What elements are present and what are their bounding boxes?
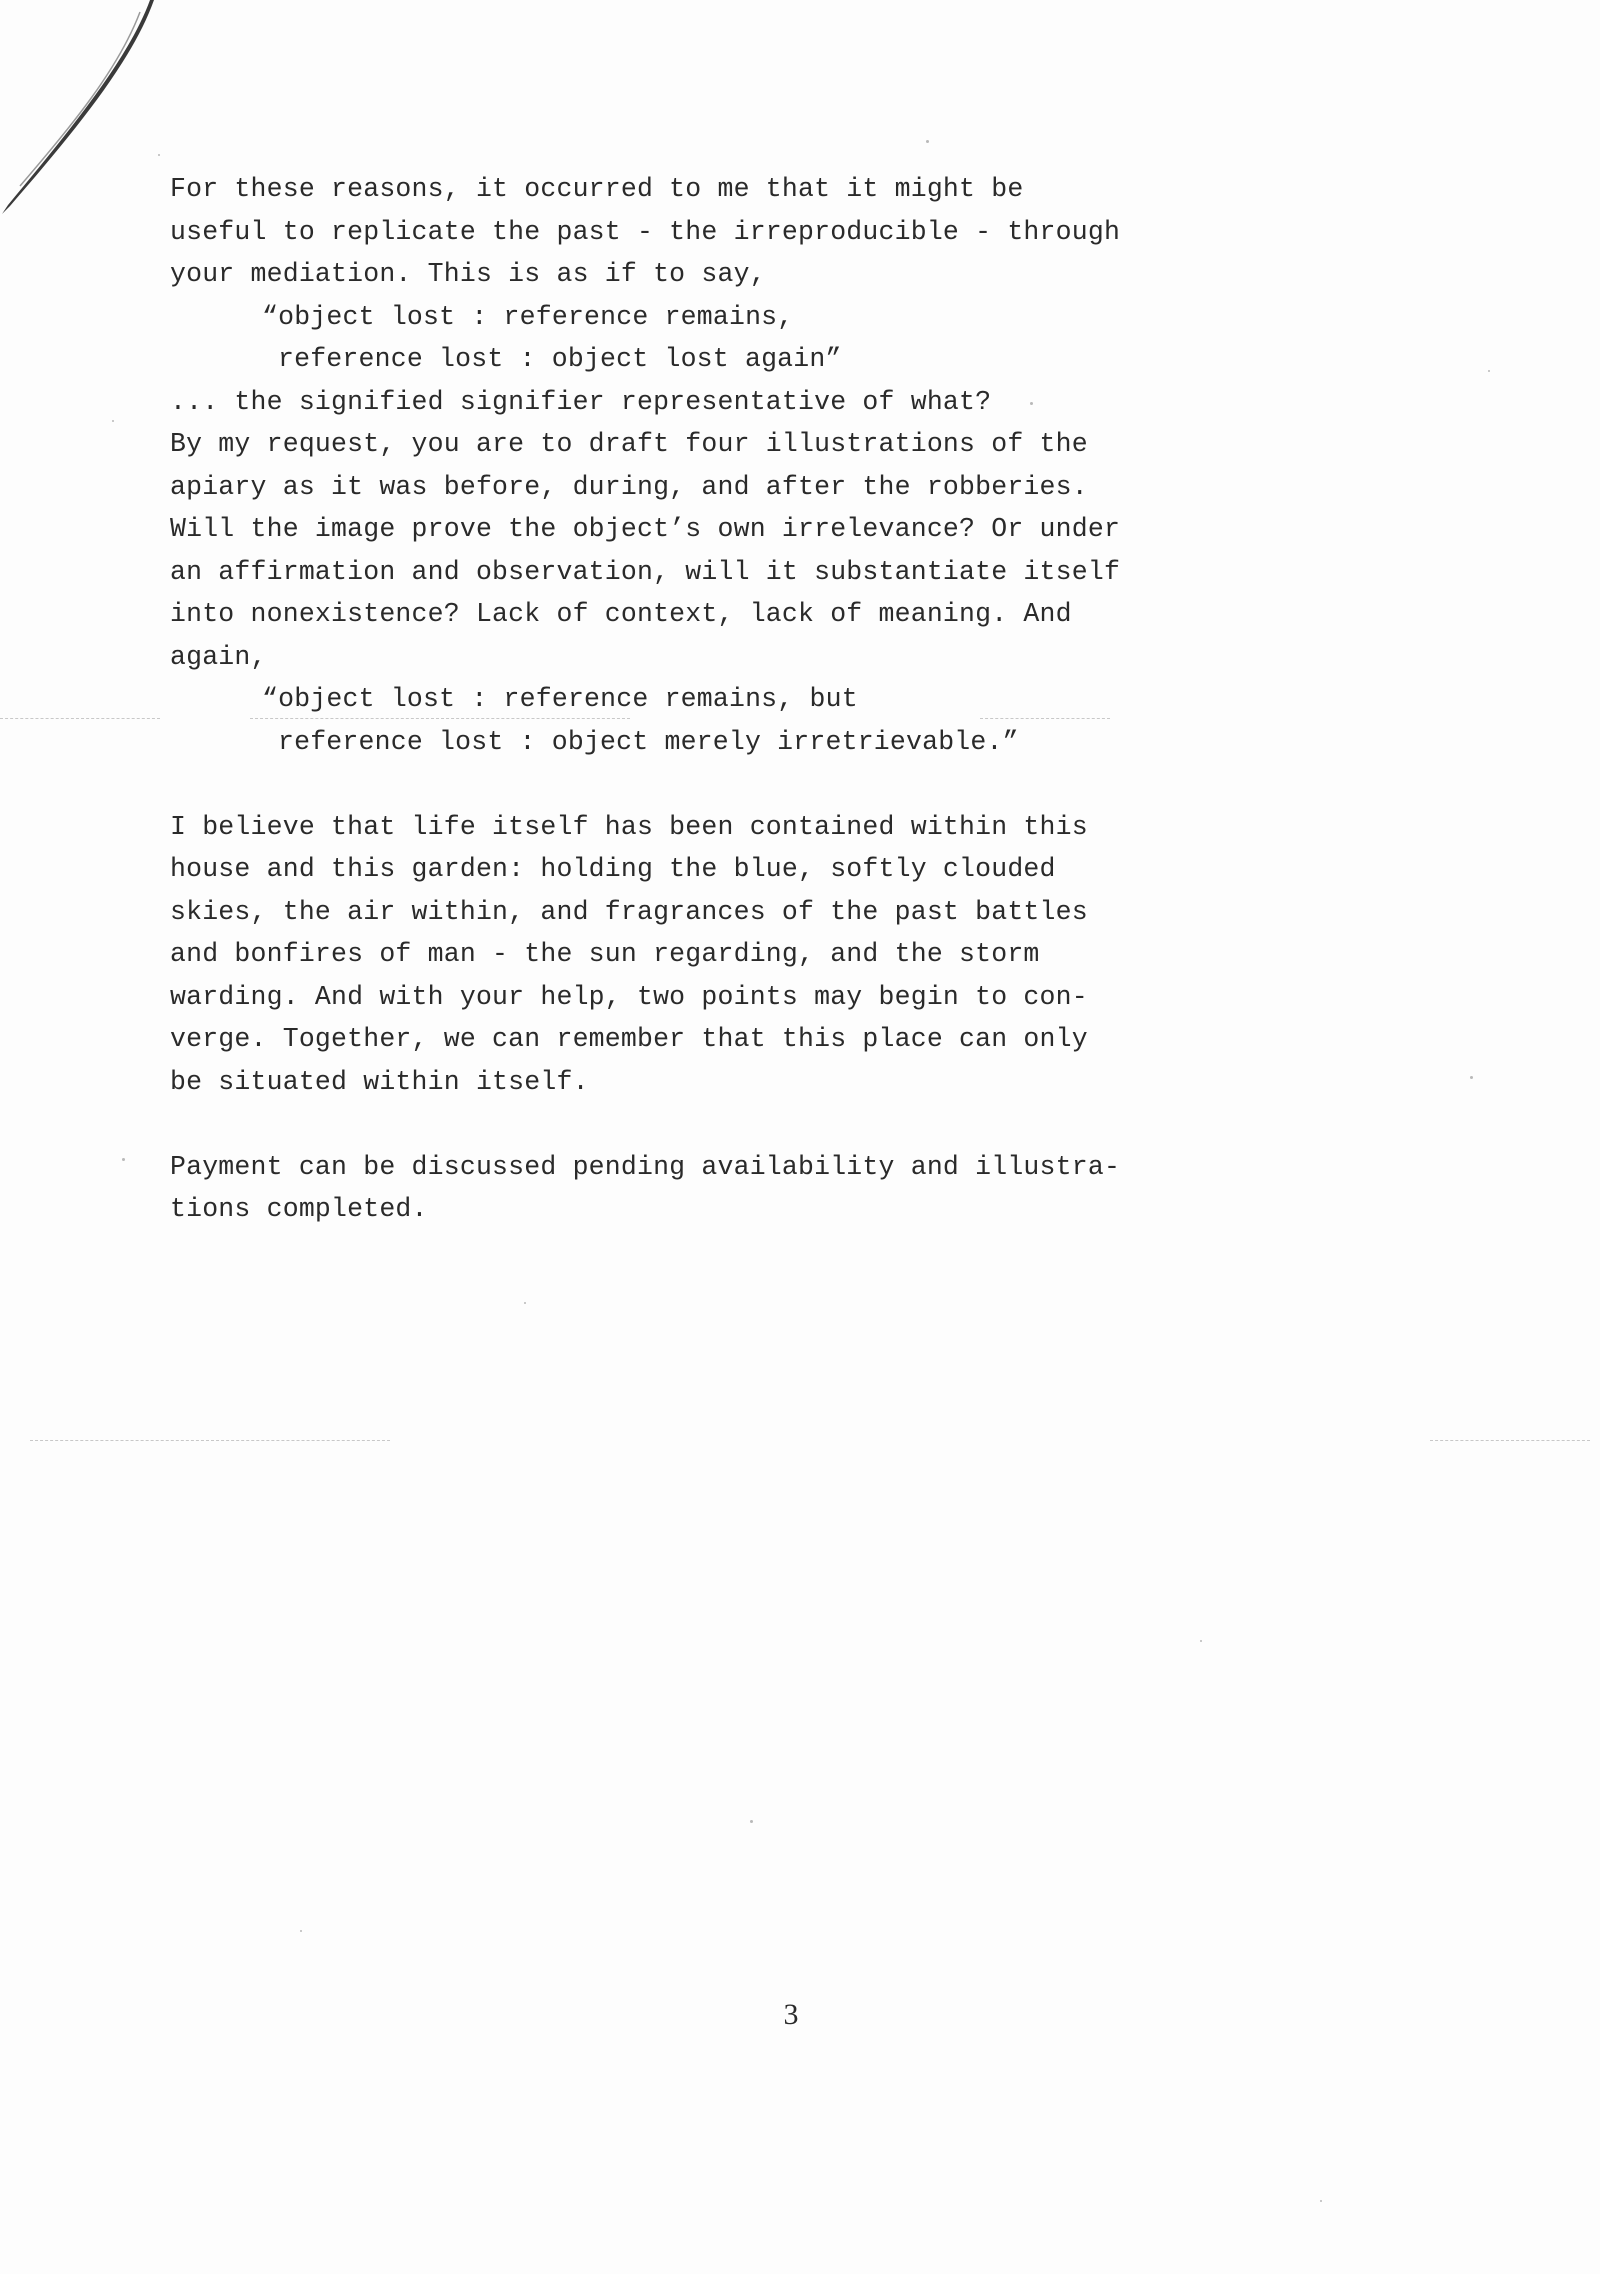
paragraph-spacer bbox=[170, 763, 1170, 806]
paragraph-3-line: and bonfires of man - the sun regarding, and the storm bbox=[170, 939, 1040, 969]
quote-2-line-2: reference lost : object merely irretrievable.” bbox=[278, 726, 1019, 757]
paper-speck bbox=[750, 1820, 753, 1823]
paragraph-1-line: useful to replicate the past - the irreproducible - through bbox=[170, 216, 1121, 247]
pen-stroke-mark bbox=[0, 0, 170, 230]
paragraph-4-line: Payment can be discussed pending availability and illustra- bbox=[170, 1151, 1121, 1182]
paragraph-1-line: For these reasons, it occurred to me that it might be bbox=[170, 174, 1024, 204]
scan-artifact-line bbox=[30, 1440, 390, 1441]
paper-speck bbox=[1320, 2200, 1322, 2202]
paragraph-2-line: By my request, you are to draft four illustrations of the bbox=[170, 429, 1088, 459]
paragraph-2-line: Will the image prove the object’s own irrelevance? Or under bbox=[170, 514, 1121, 544]
paragraph-3-line: verge. Together, we can remember that this place can only bbox=[170, 1024, 1088, 1054]
scan-artifact-line bbox=[0, 718, 160, 719]
paragraph-3-line: be situated within itself. bbox=[170, 1066, 589, 1097]
scan-artifact-line bbox=[1430, 1440, 1590, 1441]
paragraph-spacer bbox=[170, 1103, 1170, 1146]
paragraph-3-line: warding. And with your help, two points may begin to con- bbox=[170, 981, 1088, 1012]
paragraph-3-line: skies, the air within, and fragrances of the past battles bbox=[170, 896, 1088, 927]
paragraph-1-line: your mediation. This is as if to say, bbox=[170, 259, 766, 289]
quote-2-line-1: “object lost : reference remains, but bbox=[262, 684, 858, 714]
paper-speck bbox=[158, 154, 160, 156]
paper-speck bbox=[122, 1158, 125, 1161]
paragraph-2-line: ... the signified signifier representative of what? bbox=[170, 386, 992, 417]
letter-body bbox=[170, 168, 1170, 1231]
paper-speck bbox=[300, 1930, 302, 1932]
paragraph-3-line: house and this garden: holding the blue, softly clouded bbox=[170, 854, 1056, 884]
paper-speck bbox=[1488, 370, 1490, 372]
page-number: 3 bbox=[783, 1998, 799, 2031]
paper-speck bbox=[112, 420, 114, 422]
quote-1-line-1: “object lost : reference remains, bbox=[262, 301, 794, 332]
paragraph-4-line: tions completed. bbox=[170, 1194, 428, 1224]
paragraph-3-line: I believe that life itself has been contained within this bbox=[170, 811, 1088, 842]
paper-speck bbox=[524, 1302, 526, 1304]
paragraph-2-line: into nonexistence? Lack of context, lack of meaning. And bbox=[170, 599, 1072, 629]
paper-speck bbox=[1470, 1076, 1473, 1079]
paper-speck bbox=[926, 140, 929, 143]
paragraph-2-line: again, bbox=[170, 641, 267, 672]
quote-1-line-2: reference lost : object lost again” bbox=[278, 344, 842, 374]
paper-speck bbox=[1200, 1640, 1202, 1642]
paragraph-2-line: apiary as it was before, during, and after the robberies. bbox=[170, 471, 1088, 502]
paragraph-2-line: an affirmation and observation, will it substantiate itself bbox=[170, 556, 1121, 587]
